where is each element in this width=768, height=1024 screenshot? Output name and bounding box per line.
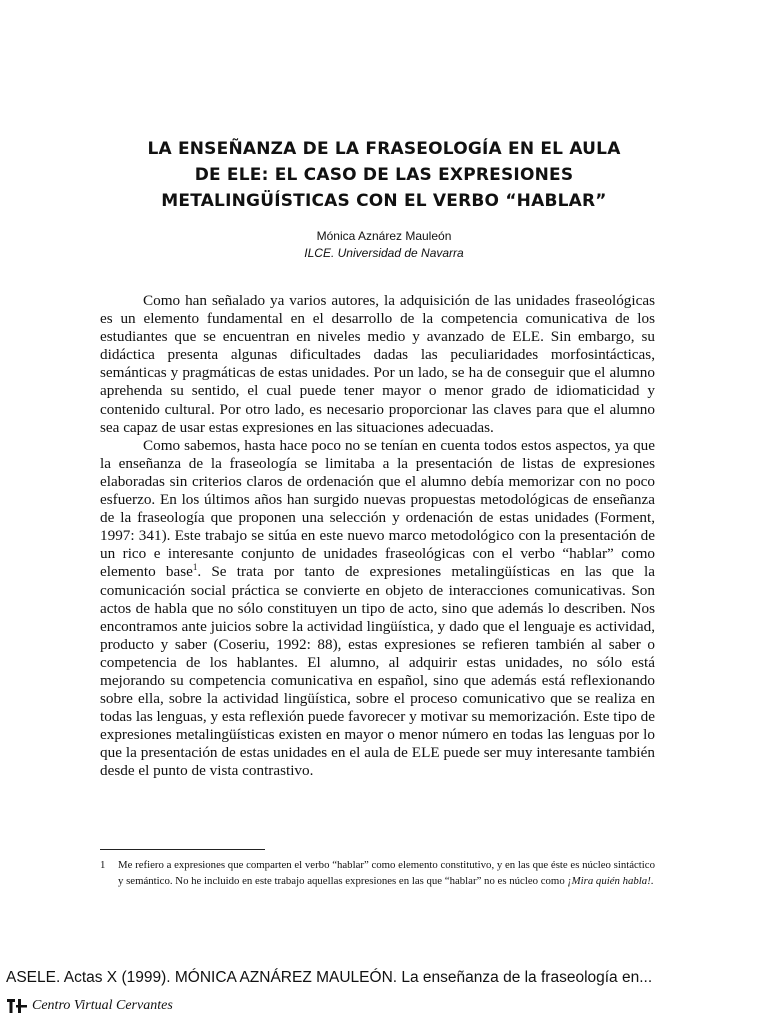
- footnote-text: [118, 858, 655, 889]
- title-line-2: DE ELE: EL CASO DE LAS EXPRESIONES: [194, 165, 574, 185]
- footnote-body: Me refiero a expresiones que comparten el verbo “hablar” como elemento constitutivo, y en las que éste es núcleo sintáctico y semántico. No he incluido en este trabajo aquellas expresiones en las que “hablar” no es núcleo como: [118, 859, 655, 887]
- footnote-example: ¡Mira quién habla!: [567, 874, 651, 887]
- footnote: [100, 858, 655, 889]
- citation-line: ASELE. Actas X (1999). MÓNICA AZNÁREZ MAULEÓN. La enseñanza de la fraseología en...: [6, 969, 653, 986]
- cvc-label: Centro Virtual Cervantes: [32, 998, 173, 1013]
- author-name: Mónica Aznárez Mauleón: [316, 229, 452, 243]
- footnote-number: 1: [100, 859, 106, 871]
- paragraph-1: Como han señalado ya varios autores, la adquisición de las unidades fraseológicas es un elemento fundamental en el desarrollo de la competencia comunicativa de los estudiantes que se encuentran en niveles medio y avanzado de ELE. Sin embargo, su didáctica presenta algunas dificultades dadas las peculiaridades morfosintácticas, semánticas y pragmáticas de estas unidades. Por un lado, se ha de conseguir que el alumno aprehenda su sentido, el cual puede tener mayor o menor grado de idiomaticidad y contenido cultural. Por otro lado, es necesario proporcionar las claves para que el alumno sea capaz de usar estas expresiones en las situaciones adecuadas.: [100, 292, 655, 436]
- cvc-logo-icon: [6, 997, 28, 1015]
- article-body: [100, 292, 655, 781]
- author-affiliation: ILCE. Universidad de Navarra: [304, 246, 464, 260]
- title-line-3: METALINGÜÍSTICAS CON EL VERBO “HABLAR”: [161, 191, 607, 211]
- title-line-1: LA ENSEÑANZA DE LA FRASEOLOGÍA EN EL AULA: [147, 139, 621, 159]
- footnote-divider: [100, 849, 265, 850]
- paragraph-2-text-b: . Se trata por tanto de expresiones metalingüísticas en las que la comunicación social práctica se convierte en objeto de interacciones comunicativas. Son actos de habla que no sólo constituyen un tipo de acto, sino que además lo describen. Nos encontramos ante juicios sobre la actividad lingüística, y dado que el lenguaje es actividad, producto y saber (Coseriu, 1992: 88), estas expresiones se refieren también al saber o competencia de los hablantes. El alumno, al adquirir estas unidades, no sólo está mejorando su competencia comunicativa en español, sino que además está reflexionando sobre ella, sobre la actividad lingüística, sobre el proceso comunicativo que se realiza en todas las lenguas, y esta reflexión puede favorecer y motivar su memorización. Este tipo de expresiones metalingüísticas existen en mayor o menor número en todas las lenguas por lo que la presentación de estas unidades en el aula de ELE puede ser muy interesante también desde el punto de vista contrastivo.: [100, 563, 655, 780]
- article-title: [60, 136, 708, 214]
- cvc-branding[interactable]: [6, 994, 173, 1018]
- paragraph-2-text-a: Como sabemos, hasta hace poco no se tenían en cuenta todos estos aspectos, ya que la enseñanza de la fraseología se limitaba a la presentación de listas de expresiones elaboradas sin criterios claros de ordenación que el alumno debía memorizar con no poco esfuerzo. En los últimos años han surgido nuevas propuestas metodológicas de enseñanza de la fraseología que proponen una selección y ordenación de estas unidades (Forment, 1997: 341). Este trabajo se sitúa en este nuevo marco metodológico con la presentación de un rico e interesante conjunto de unidades fraseológicas con el verbo “hablar” como elemento base: [100, 436, 655, 581]
- footnote-end: .: [650, 874, 654, 887]
- footnote-ref[interactable]: 1: [192, 562, 198, 573]
- paragraph-2: [100, 437, 655, 781]
